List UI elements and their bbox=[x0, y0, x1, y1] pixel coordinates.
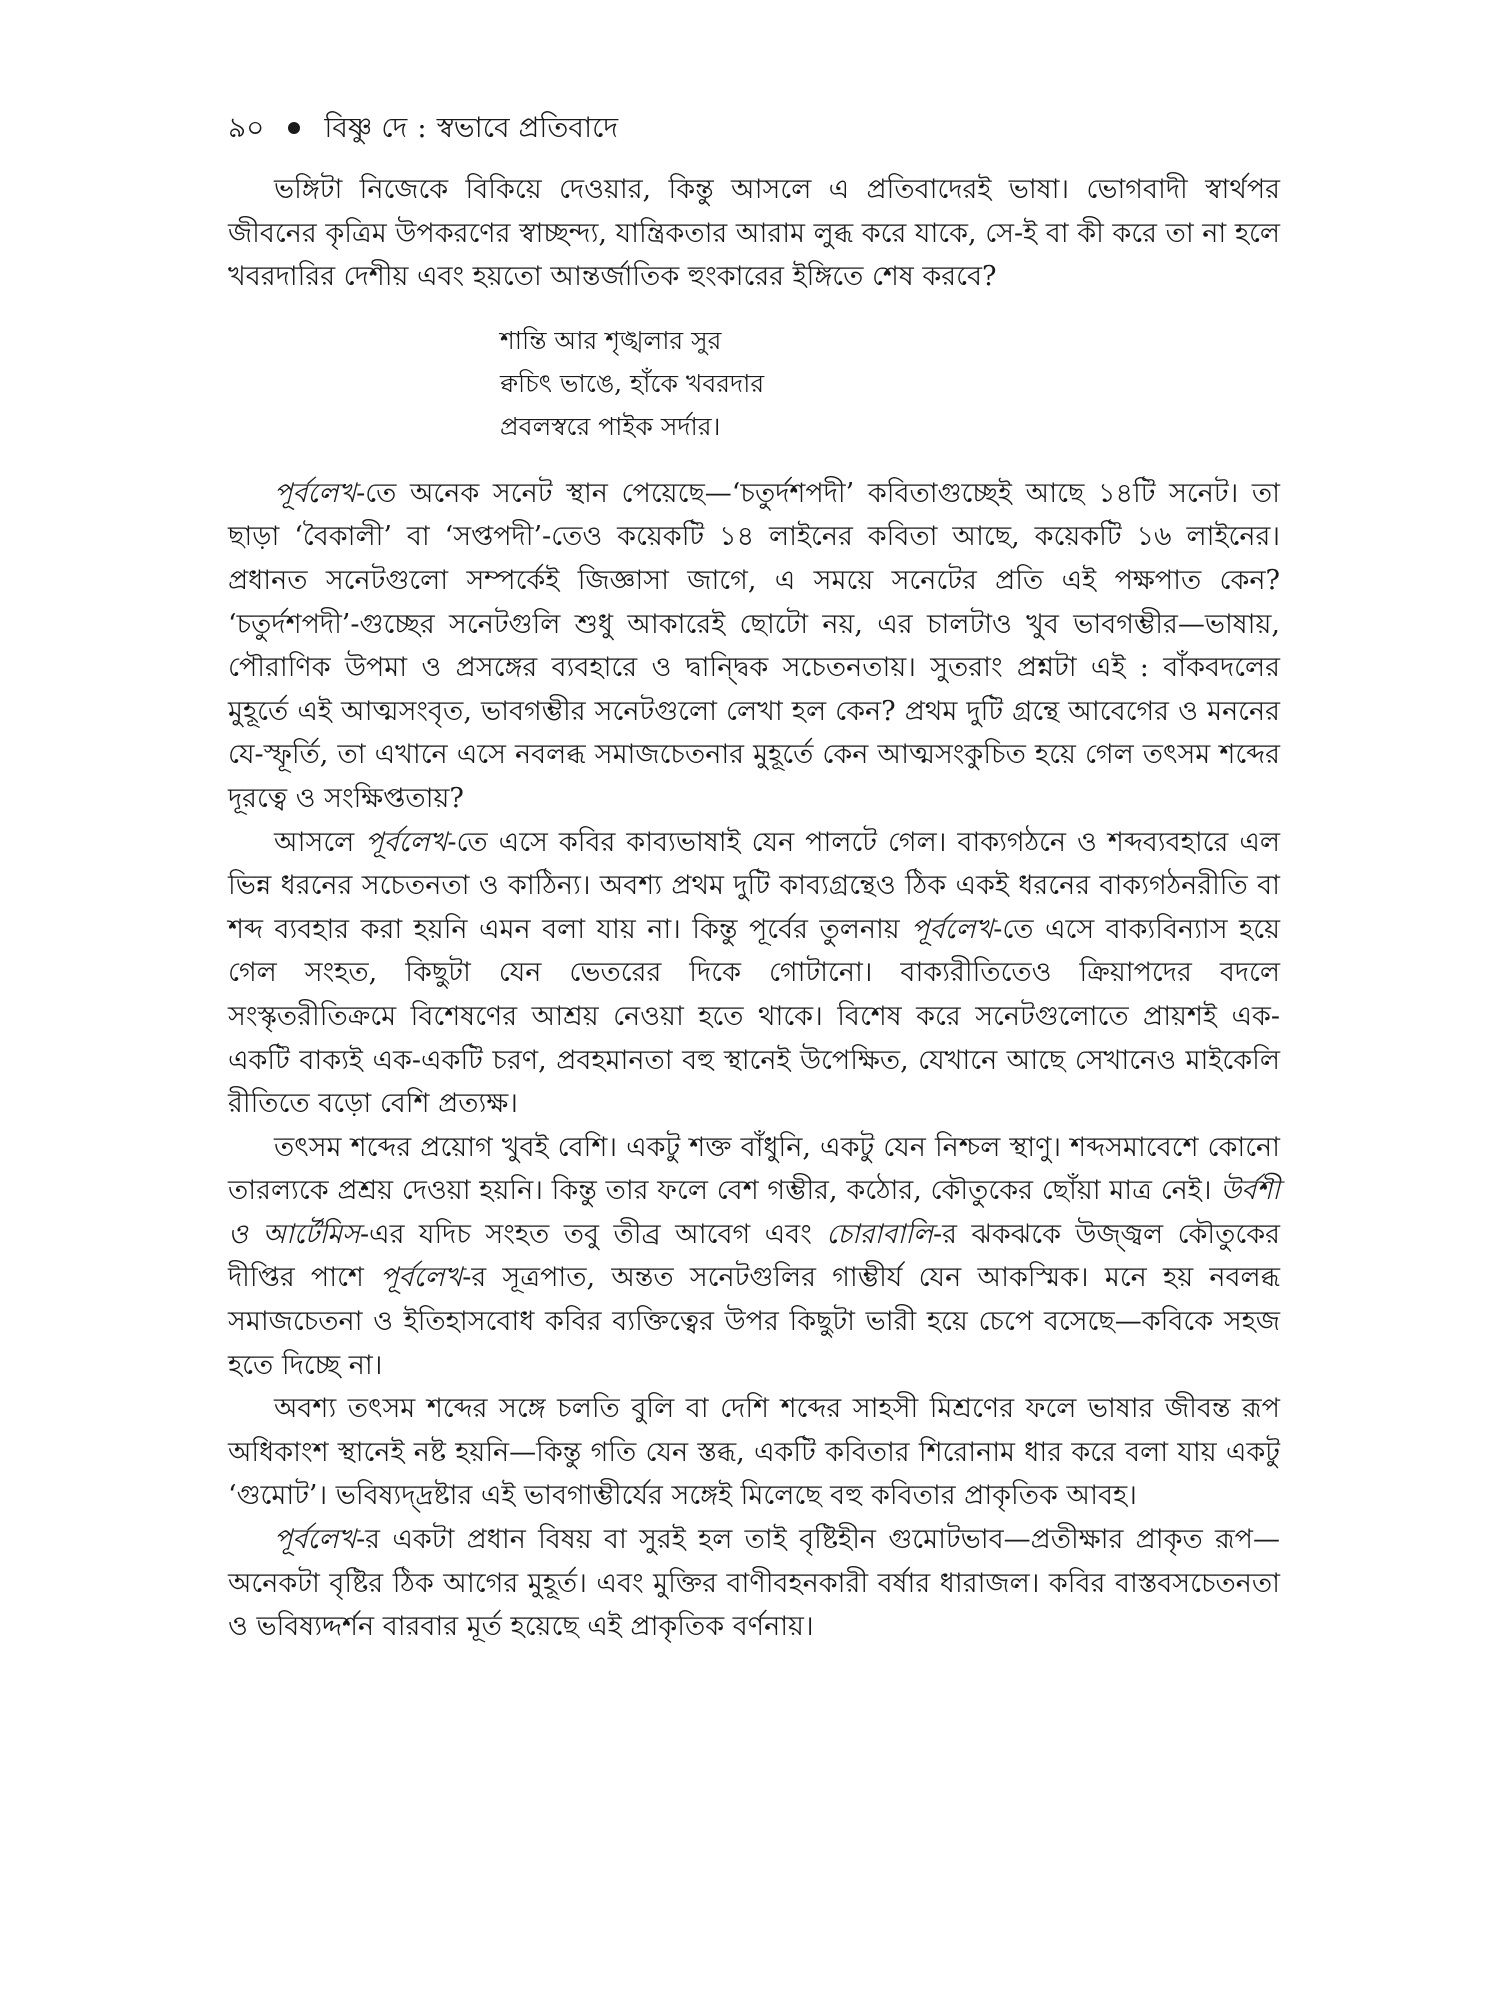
header-author: বিষ্ণু দে bbox=[324, 111, 408, 144]
book-title-italic: পূর্বলেখ bbox=[911, 913, 994, 945]
paragraph-text: অবশ্য তৎসম শব্দের সঙ্গে চলতি বুলি বা দেশি শব্দের সাহসী মিশ্রণের ফলে ভাষার জীবন্ত রূপ অধিকাংশ স্থানেই নষ্ট হয়নি—কিন্তু গতি যেন স্তব্ধ, একটি কবিতার শিরোনাম ধার করে বলা যায় একটু ‘গুমোট’। ভবিষ্যদ্‌দ্রষ্টার এই ভাবগাম্ভীর্যের সঙ্গেই মিলেছে বহু কবিতার প্রাকৃতিক আবহ। bbox=[228, 1393, 1280, 1512]
paragraph-text: -র ঝকঝকে উজ্জ্বল কৌতুকের দীপ্তির পাশে bbox=[228, 1218, 1281, 1294]
paragraph-4 bbox=[228, 1126, 1280, 1388]
body-text bbox=[228, 168, 1280, 1649]
running-head bbox=[228, 108, 618, 148]
paragraph-text: -তে অনেক সনেট স্থান পেয়েছে—‘চতুর্দশপদী’ কবিতাগুচ্ছেই আছে ১৪টি সনেট। তা ছাড়া ‘বৈকালী’ বা ‘সপ্তপদী’-তেও কয়েকটি ১৪ লাইনের কবিতা আছে, কয়েকটি ১৬ লাইনের। প্রধানত সনেটগুলো সম্পর্কেই জিজ্ঞাসা জাগে, এ সময়ে সনেটের প্রতি এই পক্ষপাত কেন? ‘চতুর্দশপদী’-গুচ্ছের সনেটগুলি শুধু আকারেই ছোটো নয়, এর চালটাও খুব ভাবগম্ভীর—ভাষায়, পৌরাণিক উপমা ও প্রসঙ্গের ব্যবহারে ও দ্বান্দ্বিক সচেতনতায়। সুতরাং প্রশ্নটা এই : বাঁকবদলের মুহূর্তে এই আত্মসংবৃত, ভাবগম্ভীর সনেটগুলো লেখা হল কেন? প্রথম দুটি গ্রন্থে আবেগের ও মননের যে-স্ফূর্তি, তা এখানে এসে নবলব্ধ সমাজচেতনার মুহূর্তে কেন আত্মসংকুচিত হয়ে গেল তৎসম শব্দের দূরত্বে ও সংক্ষিপ্ততায়? bbox=[228, 477, 1280, 814]
book-title-italic: উর্বশী ও আর্টেমিস bbox=[228, 1175, 1280, 1250]
paragraph-text: তৎসম শব্দের প্রয়োগ খুবই বেশি। একটু শক্ত বাঁধুনি, একটু যেন নিশ্চল স্থাণু। শব্দসমাবেশে কোনো তারল্যকে প্রশ্রয় দেওয়া হয়নি। কিন্তু তার ফলে বেশ গম্ভীর, কঠোর, কৌতুকের ছোঁয়া মাত্র নেই। bbox=[228, 1131, 1280, 1207]
paragraph-2 bbox=[228, 472, 1280, 821]
paragraph-text: -র একটা প্রধান বিষয় বা সুরই হল তাই বৃষ্টিহীন গুমোটভাব—প্রতীক্ষার প্রাকৃত রূপ—অনেকটা বৃষ্টির ঠিক আগের মুহূর্ত। এবং মুক্তির বাণীবহনকারী বর্ষার ধারাজল। কবির বাস্তবসচেতনতা ও ভবিষ্যদ্দর্শন বারবার মূর্ত হয়েছে এই প্রাকৃতিক বর্ণনায়। bbox=[228, 1524, 1280, 1643]
paragraph-text: -এর যদিচ সংহত তবু তীব্র আবেগ এবং bbox=[359, 1218, 827, 1250]
book-title-italic: পূর্বলেখ bbox=[380, 1262, 463, 1294]
paragraph-5 bbox=[228, 1387, 1280, 1518]
header-separator: : bbox=[417, 111, 427, 144]
paragraph-text: -র সূত্রপাত, অন্তত সনেটগুলির গাম্ভীর্য যেন আকস্মিক। মনে হয় নবলব্ধ সমাজচেতনা ও ইতিহাসবোধ কবির ব্যক্তিত্বের উপর কিছুটা ভারী হয়ে চেপে বসেছে—কবিকে সহজ হতে দিচ্ছে না। bbox=[228, 1262, 1280, 1381]
book-title-italic: পূর্বলেখ bbox=[274, 1524, 357, 1556]
verse-quote bbox=[500, 319, 1280, 448]
book-title-italic: পূর্বলেখ bbox=[274, 477, 357, 509]
paragraph-3 bbox=[228, 821, 1280, 1126]
page-number: ৯০ bbox=[228, 111, 265, 144]
paragraph-text: ভঙ্গিটা নিজেকে বিকিয়ে দেওয়ার, কিন্তু আসলে এ প্রতিবাদেরই ভাষা। ভোগবাদী স্বার্থপর জীবনের কৃত্রিম উপকরণের স্বাচ্ছন্দ্য, যান্ত্রিকতার আরাম লুব্ধ করে যাকে, সে-ই বা কী করে তা না হলে খবরদারির দেশীয় এবং হয়তো আন্তর্জাতিক হুংকারের ইঙ্গিতে শেষ করবে? bbox=[228, 174, 1280, 293]
verse-line-1: শান্তি আর শৃঙ্খলার সুর bbox=[500, 325, 722, 355]
verse-line-3: প্রবলস্বরে পাইক সর্দার। bbox=[500, 411, 721, 441]
book-title-italic: পূর্বলেখ bbox=[365, 826, 448, 858]
paragraph-text: আসলে bbox=[274, 826, 366, 858]
verse-line-2: ক্বচিৎ ভাঙে, হাঁকে খবরদার bbox=[500, 368, 765, 398]
paragraph-text: -তে এসে কবির কাব্যভাষাই যেন পালটে গেল। বাক্যগঠনে ও শব্দব্যবহারে এল ভিন্ন ধরনের সচেতনতা ও কাঠিন্য। অবশ্য প্রথম দুটি কাব্যগ্রন্থেও ঠিক একই ধরনের বাক্যগঠনরীতি বা শব্দ ব্যবহার করা হয়নি এমন বলা যায় না। কিন্তু পূর্বের তুলনায় bbox=[228, 826, 1281, 945]
paragraph-6 bbox=[228, 1518, 1280, 1649]
bullet-icon bbox=[288, 122, 300, 134]
paragraph-text: -তে এসে বাক্যবিন্যাস হয়ে গেল সংহত, কিছুটা যেন ভেতরের দিকে গোটানো। বাক্যরীতিতেও ক্রিয়াপদের বদলে সংস্কৃতরীতিক্রমে বিশেষণের আশ্রয় নেওয়া হতে থাকে। বিশেষ করে সনেটগুলোতে প্রায়শই এক-একটি বাক্যই এক-একটি চরণ, প্রবহমানতা বহু স্থানেই উপেক্ষিত, যেখানে আছে সেখানেও মাইকেলি রীতিতে বড়ো বেশি প্রত্যক্ষ। bbox=[228, 913, 1280, 1120]
book-title-italic: চোরাবালি bbox=[826, 1218, 934, 1250]
header-book-title: স্বভাবে প্রতিবাদে bbox=[436, 111, 619, 144]
paragraph-1 bbox=[228, 168, 1280, 299]
